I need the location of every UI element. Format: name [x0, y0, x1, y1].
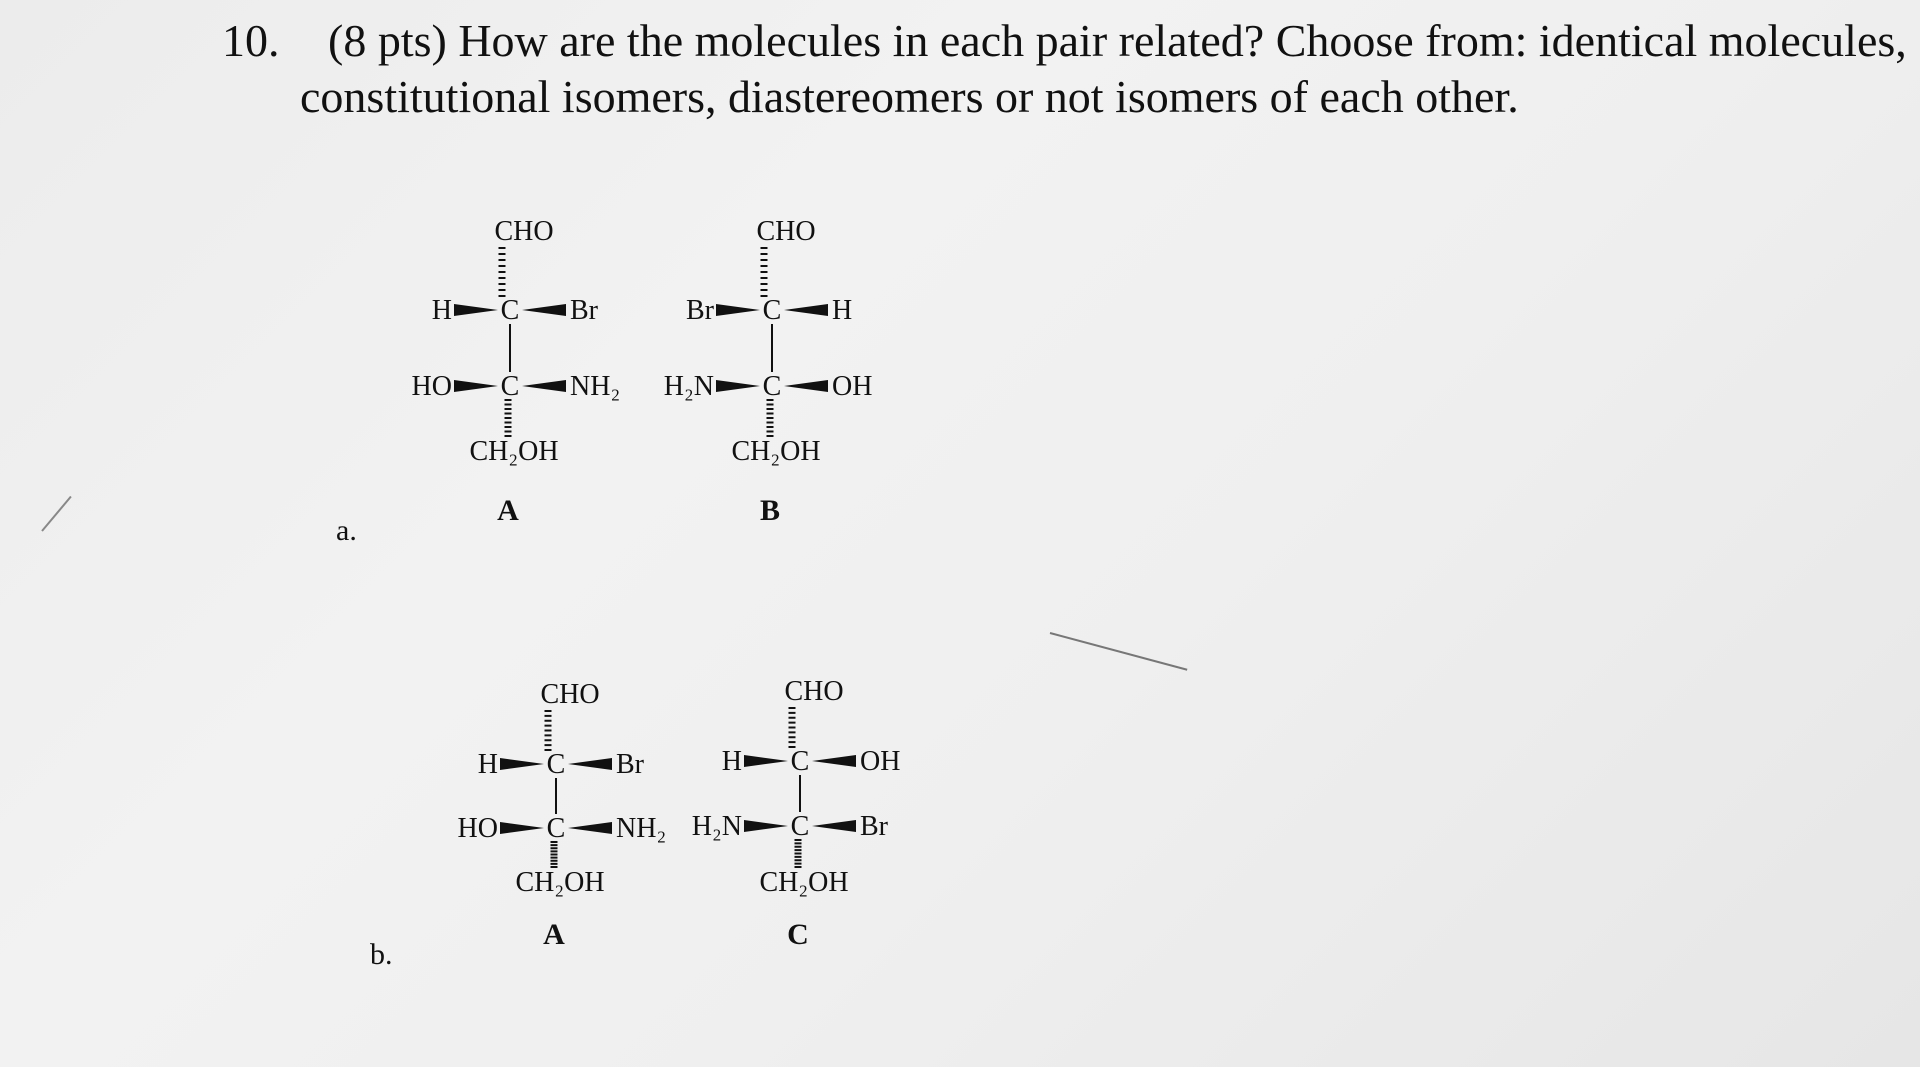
hashed-bond [795, 840, 802, 867]
cho-group: CHO [540, 679, 600, 710]
carbon-atom: C [790, 746, 810, 777]
substituent-left: H [431, 295, 452, 326]
substituent-left: HO [411, 371, 452, 402]
wedge-bond [812, 755, 856, 767]
carbon-atom: C [762, 295, 782, 326]
substituent-left: H [721, 746, 742, 777]
ch2oh-group: CH₂OH [731, 436, 821, 467]
carbon-atom: C [546, 813, 566, 844]
molecule-label: B [759, 494, 781, 527]
substituent-right: Br [860, 811, 888, 842]
molecule-label: C [787, 918, 809, 951]
substituent-left: H [477, 749, 498, 780]
substituent-left: HO [457, 813, 498, 844]
substituent-right: Br [570, 295, 598, 326]
carbon-atom: C [790, 811, 810, 842]
carbon-atom: C [500, 295, 520, 326]
substituent-left: H₂N [691, 811, 742, 842]
ch2oh-group: CH₂OH [469, 436, 559, 467]
wedge-bond [744, 820, 788, 832]
substituent-right: NH₂ [570, 371, 621, 402]
carbon-atom: C [762, 371, 782, 402]
question-text-line2: constitutional isomers, diastereomers or not isomers of each other. [300, 71, 1519, 122]
cho-group: CHO [756, 216, 816, 247]
substituent-right: H [832, 295, 853, 326]
substituent-left: Br [686, 295, 714, 326]
substituent-right: NH₂ [616, 813, 667, 844]
part-b-label: b. [370, 938, 393, 971]
cho-group: CHO [494, 216, 554, 247]
carbon-atom: C [546, 749, 566, 780]
ch2oh-group: CH₂OH [759, 867, 849, 898]
hashed-bond [789, 708, 796, 747]
substituent-right: OH [860, 746, 901, 777]
substituent-right: Br [616, 749, 644, 780]
question-number: 10. [222, 15, 280, 66]
wedge-bond [744, 755, 788, 767]
molecule-label: A [497, 494, 519, 527]
substituent-left: H₂N [663, 371, 714, 402]
substituent-right: OH [832, 371, 873, 402]
part-a-label: a. [336, 514, 357, 547]
question-text-line1: (8 pts) How are the molecules in each pair related? Choose from: identical molecules, [328, 15, 1907, 66]
ch2oh-group: CH₂OH [515, 867, 605, 898]
wedge-bond [812, 820, 856, 832]
carbon-atom: C [500, 371, 520, 402]
cho-group: CHO [784, 676, 844, 707]
molecule-label: A [543, 918, 565, 951]
